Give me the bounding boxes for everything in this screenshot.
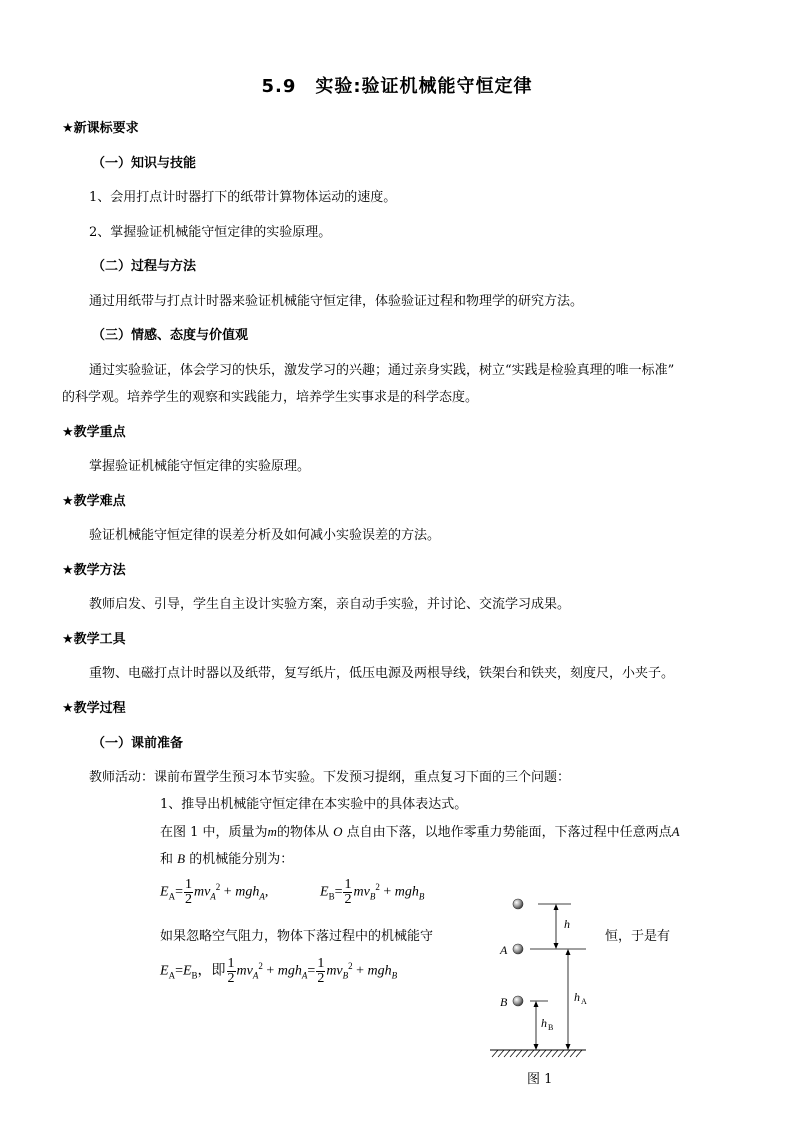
paragraph-method: 教师启发、引导，学生自主设计实验方案，亲自动手实验，并讨论、交流学习成果。 bbox=[89, 597, 571, 612]
subheading-process: （二）过程与方法 bbox=[92, 259, 197, 274]
svg-text:B: B bbox=[500, 995, 508, 1009]
heading-method: ★教学方法 bbox=[62, 563, 126, 578]
formula-conservation: $E_A=E_B$，即 $\frac{1}{2}$ $mv_A^2 + mgh_A=$ $\frac{1}{2}$ $mv_B^2 + mgh_B$ bbox=[160, 956, 398, 986]
paragraph-teacher: 教师活动：课前布置学生预习本节实验。下发预习提纲，重点复习下面的三个问题： bbox=[89, 770, 571, 785]
figure-caption: 图 1 bbox=[527, 1072, 553, 1087]
ball-a-icon bbox=[513, 944, 523, 954]
paragraph-ignore-air: 如果忽略空气阻力，物体下落过程中的机械能守 bbox=[160, 929, 434, 944]
svg-text:A: A bbox=[500, 943, 508, 957]
heading-tools: ★教学工具 bbox=[62, 632, 126, 647]
formula-energy-a: $E_A=$ $\frac{1}{2}$ $mv_A^2 + mgh_A$, bbox=[160, 877, 269, 907]
paragraph-e1: 通过实验验证，体会学习的快乐，激发学习的兴趣；通过亲身实践，树立“实践是检验真理的唯一标准” bbox=[89, 363, 675, 378]
subheading-knowledge: （一）知识与技能 bbox=[92, 156, 197, 171]
heading-difficulty: ★教学难点 bbox=[62, 494, 126, 509]
paragraph-k1: 1、会用打点计时器打下的纸带计算物体运动的速度。 bbox=[89, 190, 397, 205]
ball-b-icon bbox=[513, 996, 523, 1006]
heading-process-main: ★教学过程 bbox=[62, 701, 126, 716]
paragraph-q1: 1、推导出机械能守恒定律在本实验中的具体表达式。 bbox=[160, 797, 468, 812]
svg-text:h: h bbox=[541, 1016, 547, 1030]
heading-key-point: ★教学重点 bbox=[62, 425, 126, 440]
paragraph-tools: 重物、电磁打点计时器以及纸带，复写纸片，低压电源及两根导线，铁架台和铁夹，刻度尺，小夹子。 bbox=[89, 666, 675, 681]
subheading-prep: （一）课前准备 bbox=[92, 736, 184, 751]
svg-text:h: h bbox=[564, 917, 570, 931]
subheading-emotion: （三）情感、态度与价值观 bbox=[92, 328, 249, 343]
paragraph-p1: 通过用纸带与打点计时器来验证机械能守恒定律，体验验证过程和物理学的研究方法。 bbox=[89, 294, 584, 309]
paragraph-e2: 的科学观。培养学生的观察和实践能力，培养学生实事求是的科学态度。 bbox=[62, 390, 479, 405]
paragraph-k2: 2、掌握验证机械能守恒定律的实验原理。 bbox=[89, 225, 332, 240]
svg-text:B: B bbox=[548, 1023, 554, 1032]
figure-falling-object bbox=[488, 888, 608, 1088]
ball-top-icon bbox=[513, 899, 523, 909]
paragraph-difficulty: 验证机械能守恒定律的误差分析及如何减小实验误差的方法。 bbox=[89, 528, 441, 543]
formula-energy-b: $E_B=$ $\frac{1}{2}$ $mv_B^2 + mgh_B$ bbox=[320, 877, 425, 907]
paragraph-conserve: 恒，于是有 bbox=[605, 929, 671, 944]
paragraph-key: 掌握验证机械能守恒定律的实验原理。 bbox=[89, 459, 311, 474]
heading-new-standard: ★新课标要求 bbox=[62, 121, 139, 136]
svg-text:h: h bbox=[574, 990, 580, 1004]
paragraph-figure-intro: 在图 1 中，质量为m的物体从 O 点自由下落，以地作零重力势能面，下落过程中任意两点A bbox=[160, 824, 680, 840]
paragraph-figure-intro-2: 和 B 的机械能分别为： bbox=[160, 851, 294, 867]
svg-text:A: A bbox=[581, 997, 587, 1006]
page-title: 5.9 实验:验证机械能守恒定律 bbox=[261, 76, 533, 97]
